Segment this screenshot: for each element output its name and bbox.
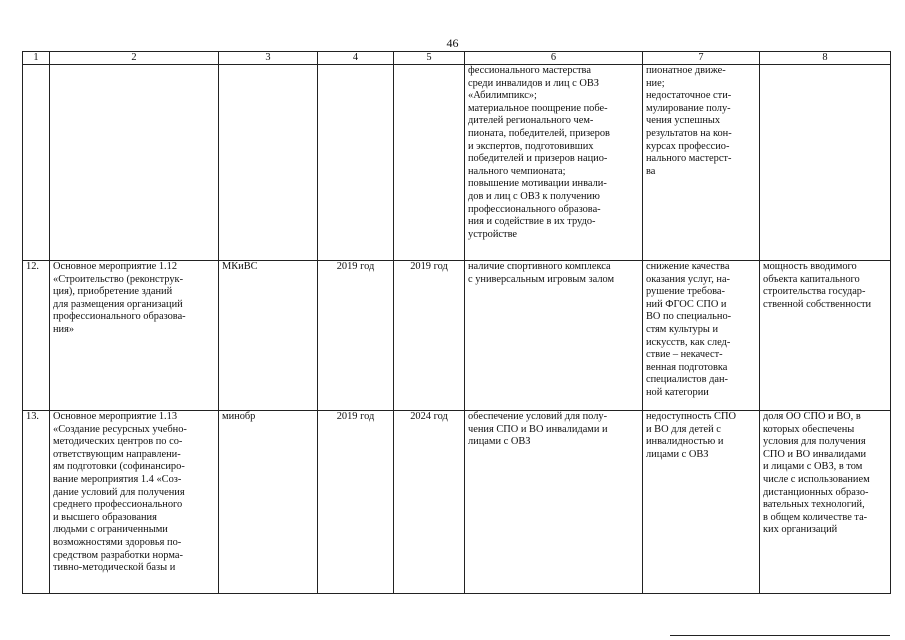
start-year <box>318 65 394 261</box>
non-implementation-consequences: снижение качества оказания услуг, на- рушение требова- ний ФГОС СПО и ВО по специально- стям культуры и искусств, как след- ствие – некачест- венная подготовка специалистов дан- ной категории <box>643 261 760 411</box>
table-row <box>23 65 891 261</box>
measure-name <box>50 65 219 261</box>
end-year: 2019 год <box>394 261 465 411</box>
executor: МКиВС <box>219 261 318 411</box>
column-number: 7 <box>643 52 760 65</box>
executor <box>219 65 318 261</box>
measure-name: Основное мероприятие 1.13 «Создание ресурсных учебно- методических центров по со- ответствующим направлени- ям подготовки (софинансиро- вание мероприятия 1.4 «Соз- дание условий для получения среднего профессионального и высшего образования людьми с ограниченными возможностями здоровья по- средством разработки норма- тивно-методической базы и <box>50 411 219 594</box>
measures-table <box>22 51 891 594</box>
column-number: 4 <box>318 52 394 65</box>
column-number: 1 <box>23 52 50 65</box>
expected-result: обеспечение условий для полу- чения СПО и ВО инвалидами и лицами с ОВЗ <box>465 411 643 594</box>
end-year: 2024 год <box>394 411 465 594</box>
column-number: 8 <box>760 52 891 65</box>
table-row <box>23 411 891 594</box>
start-year: 2019 год <box>318 411 394 594</box>
start-year: 2019 год <box>318 261 394 411</box>
indicator: доля ОО СПО и ВО, в которых обеспечены условия для получения СПО и ВО инвалидами и лицами с ОВЗ, в том числе с использованием дистанционных образо- вательных технологий, в общем количестве та- ких организаций <box>760 411 891 594</box>
row-number: 13. <box>23 411 50 594</box>
indicator: мощность вводимого объекта капитального строительства государ- ственной собственности <box>760 261 891 411</box>
footer-rule <box>670 635 890 636</box>
measure-name: Основное мероприятие 1.12 «Строительство (реконструк- ция), приобретение зданий для размещения организаций профессионального образова- ния» <box>50 261 219 411</box>
table-row <box>23 261 891 411</box>
end-year <box>394 65 465 261</box>
non-implementation-consequences: недоступность СПО и ВО для детей с инвалидностью и лицами с ОВЗ <box>643 411 760 594</box>
indicator <box>760 65 891 261</box>
expected-result: фессионального мастерства среди инвалидов и лиц с ОВЗ «Абилимпикс»; материальное поощрение побе- дителей регионального чем- пионата, победителей, призеров и экспертов, подготовивших победителей и призеров нацио- нального чемпионата; повышение мотивации инвали- дов и лиц с ОВЗ к получению профессионального образова- ния и содействие в их трудо- устройстве <box>465 65 643 261</box>
executor: минобр <box>219 411 318 594</box>
row-number <box>23 65 50 261</box>
non-implementation-consequences: пионатное движе- ние; недостаточное сти- мулирование полу- чения успешных результатов на кон- курсах профессио- нального мастерст- ва <box>643 65 760 261</box>
expected-result: наличие спортивного комплекса с универсальным игровым залом <box>465 261 643 411</box>
row-number: 12. <box>23 261 50 411</box>
column-number: 5 <box>394 52 465 65</box>
page-number: 46 <box>446 36 459 50</box>
column-number-row <box>23 52 891 65</box>
column-number: 2 <box>50 52 219 65</box>
column-number: 3 <box>219 52 318 65</box>
column-number: 6 <box>465 52 643 65</box>
